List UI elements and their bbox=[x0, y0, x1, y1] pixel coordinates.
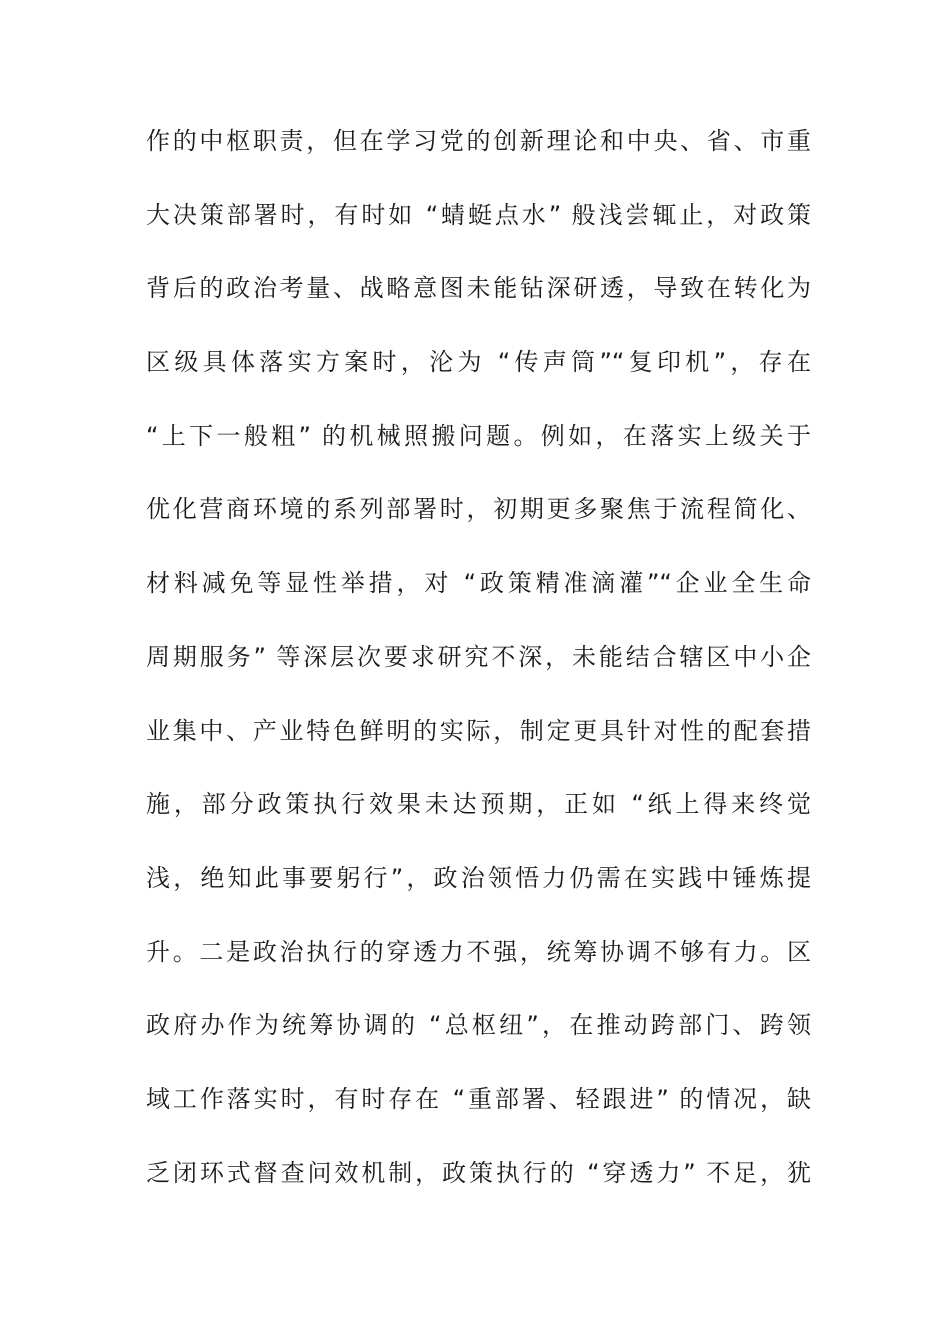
text-line: 乏闭环式督查问效机制，政策执行的 “穿透力” 不足，犹 bbox=[146, 1158, 811, 1187]
text-line: 浅，绝知此事要躬行”，政治领悟力仍需在实践中锤炼提 bbox=[146, 863, 811, 892]
body-text bbox=[146, 121, 811, 1226]
text-line: 施，部分政策执行效果未达预期，正如 “纸上得来终觉 bbox=[146, 790, 811, 819]
text-line: 升。二是政治执行的穿透力不强，统筹协调不够有力。区 bbox=[146, 937, 811, 966]
text-line: 材料减免等显性举措，对 “政策精准滴灌”“企业全生命 bbox=[146, 569, 811, 598]
text-line: 政府办作为统筹协调的 “总枢纽”，在推动跨部门、跨领 bbox=[146, 1011, 811, 1040]
text-line: “上下一般粗” 的机械照搬问题。例如，在落实上级关于 bbox=[146, 421, 811, 450]
text-line: 周期服务” 等深层次要求研究不深，未能结合辖区中小企 bbox=[146, 642, 811, 671]
text-line: 区级具体落实方案时，沦为 “传声筒”“复印机”，存在 bbox=[146, 348, 811, 377]
text-line: 域工作落实时，有时存在 “重部署、轻跟进” 的情况，缺 bbox=[146, 1084, 811, 1113]
text-line: 作的中枢职责，但在学习党的创新理论和中央、省、市重 bbox=[146, 127, 811, 155]
text-line: 业集中、产业特色鲜明的实际，制定更具针对性的配套措 bbox=[146, 716, 811, 745]
text-line: 优化营商环境的系列部署时，初期更多聚焦于流程简化、 bbox=[146, 495, 811, 524]
text-line: 背后的政治考量、战略意图未能钻深研透，导致在转化为 bbox=[146, 274, 811, 303]
text-line: 大决策部署时，有时如 “蜻蜓点水” 般浅尝辄止，对政策 bbox=[146, 200, 811, 229]
